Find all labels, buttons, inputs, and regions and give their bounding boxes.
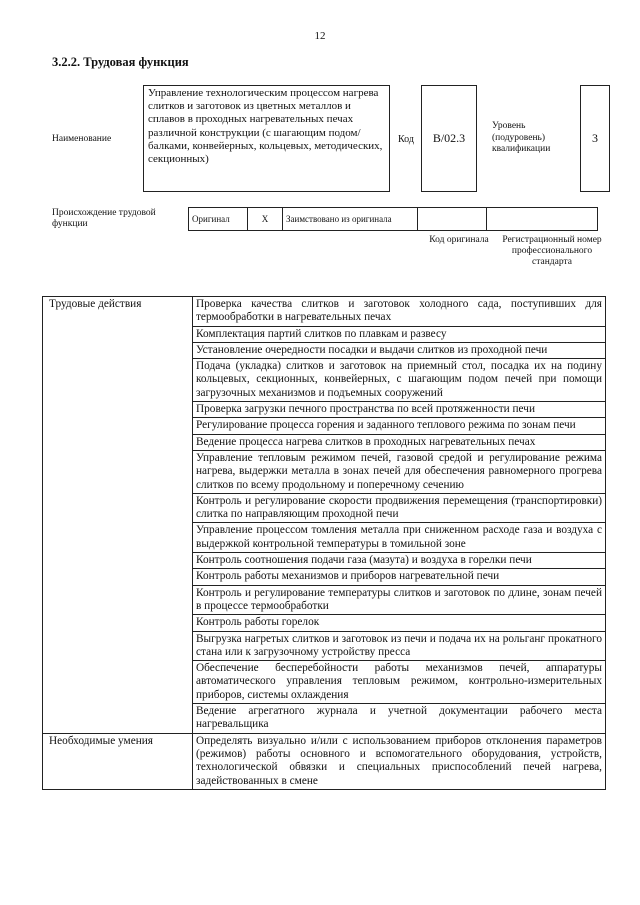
table-cell: Комплектация партий слитков по плавкам и развесу (193, 326, 606, 342)
reg-caption: Регистрационный номер профессионального стандарта (502, 235, 602, 267)
code-caption: Код оригинала (429, 235, 489, 245)
table-cell: Подача (укладка) слитков и заготовок на приемный стол, посадка их на подину кольцевых, секционных, конвейерных, с шагающим подом печей при помощи загрузочных механизмов и подъемных сооружений (193, 359, 606, 402)
table-row (43, 297, 606, 327)
table-cell: Регулирование процесса горения и заданного теплового режима по зонам печи (193, 418, 606, 434)
original-label: Оригинал (189, 208, 248, 231)
table-cell: Контроль работы горелок (193, 615, 606, 631)
origin-code-cell (418, 208, 487, 231)
activities-table (42, 296, 606, 790)
level-label: Уровень (подуровень) квалификации (492, 121, 551, 154)
section-heading: Трудовые действия (43, 297, 193, 734)
section-heading: Необходимые умения (43, 733, 193, 789)
function-code-box: B/02.3 (421, 85, 477, 192)
level-value-box: 3 (580, 85, 610, 192)
table-cell: Определять визуально и/или с использованием приборов отклонения параметров (режимов) работы основного и вспомогательного оборудования, устройств, технологической обвязки и специальных приспособлений печей нагрева, задействованных в смене (193, 733, 606, 789)
function-name-box: Управление технологическим процессом нагрева слитков и заготовок из цветных металлов и сплавов в проходных нагревательных печах различной конструкции (с шагающим подом/балками, конвейерных, кольцевых, методических, секционных) (143, 85, 390, 192)
table-cell: Проверка качества слитков и заготовок холодного сада, поступивших для термообработки в нагревательных печах (193, 297, 606, 327)
table-cell: Ведение процесса нагрева слитков в проходных нагревательных печах (193, 434, 606, 450)
table-cell: Контроль и регулирование скорости продвижения перемещения (транспортировки) слитка по направляющим проходной печи (193, 493, 606, 523)
table-cell: Установление очередности посадки и выдачи слитков из проходной печи (193, 342, 606, 358)
page-number: 12 (314, 30, 326, 42)
table-cell: Выгрузка нагретых слитков и заготовок из печи и подача их на рольганг прокатного стана или к загрузочному устройству пресса (193, 631, 606, 661)
table-cell: Контроль и регулирование температуры слитков и заготовок по длине, зонам печей в процессе термообработки (193, 585, 606, 615)
original-mark: X (248, 208, 283, 231)
table-cell: Обеспечение бесперебойности работы механизмов печей, аппаратуры автоматического управления тепловым режимом, контрольно-измерительных приборов, системы охлаждения (193, 661, 606, 704)
table-cell: Управление процессом томления металла при сниженном расходе газа и воздуха с выдержкой контрольной температуры в томильной зоне (193, 523, 606, 553)
origin-reg-cell (487, 208, 598, 231)
borrowed-label: Заимствовано из оригинала (283, 208, 418, 231)
name-label: Наименование (52, 134, 112, 144)
table-row (43, 733, 606, 789)
table-cell: Управление тепловым режимом печей, газовой средой и регулирование режима нагрева, выдержки металла в зонах печей для обеспечения равномерного прогрева слитков по всему продольному и поперечному сечению (193, 450, 606, 493)
table-cell: Контроль соотношения подачи газа (мазута) и воздуха в горелки печи (193, 553, 606, 569)
table-cell: Контроль работы механизмов и приборов нагревательной печи (193, 569, 606, 585)
section-title: 3.2.2. Трудовая функция (52, 55, 189, 69)
origin-label: Происхождение трудовой функции (52, 208, 156, 229)
origin-table (188, 207, 598, 231)
table-cell: Ведение агрегатного журнала и учетной документации рабочего места нагревальщика (193, 704, 606, 734)
code-label: Код (398, 134, 414, 145)
table-cell: Проверка загрузки печного пространства по всей протяженности печи (193, 402, 606, 418)
